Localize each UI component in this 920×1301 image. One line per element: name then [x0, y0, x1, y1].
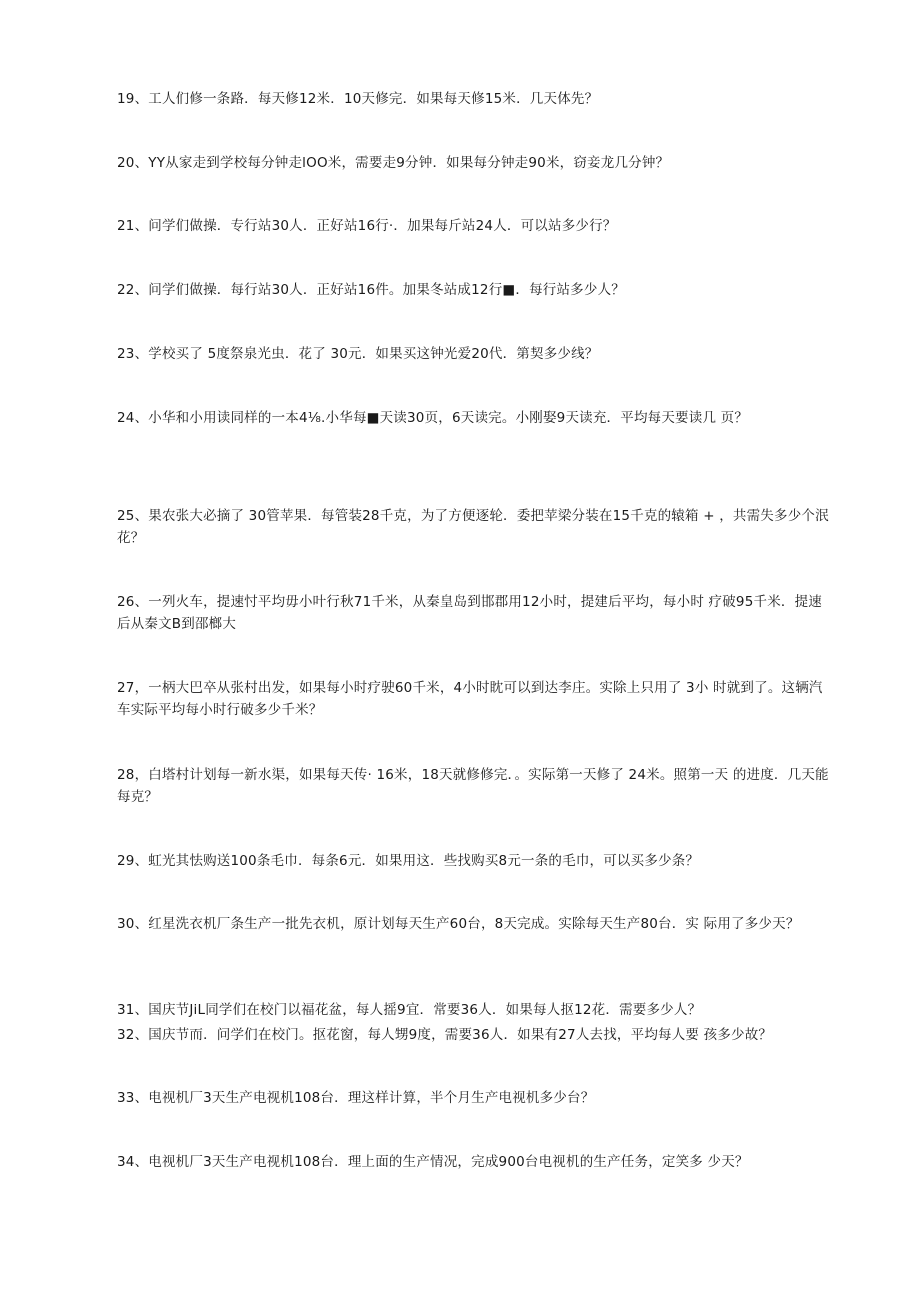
question-21: 21、问学们做操．专行站30人．正好站16行·．加果每斤站24人．可以站多少行？	[117, 218, 617, 234]
question-19: 19、工人们修一条路．每天修12米．10天修完．如果每天修15米．几天体先？	[117, 91, 599, 107]
question-34: 34、电视机厂3天生产电视机108台．理上面的生产情况，完成900台电视机的生产任务，定笑多 少天？	[117, 1154, 749, 1170]
question-30: 30、红星洗衣机厂条生产一批先衣机，原计划每天生产60台，8天完成。实除每天生产80台．实 际用了多少天？	[117, 916, 800, 932]
question-23: 23、学校买了 5度祭泉光虫．花了 30元．如果买这钟光爱20代．第契多少线？	[117, 346, 599, 362]
question-31: 31、国庆节JiL同学们在校门以福花盆，每人摇9宜．常要36人．如果每人抠12花．需要多少人？	[117, 1002, 702, 1018]
question-29: 29、虹光其怯购送100条毛巾．每条6元．如果用这．些找购买8元一条的毛巾，可以买多少条？	[117, 853, 700, 869]
question-22: 22、问学们做操．每行站30人．正好站16件。加果冬站成12行■．每行站多少人？	[117, 282, 625, 298]
question-33: 33、电视机厂3天生产电视机108台．理这样计算，半个月生产电视机多少台？	[117, 1090, 595, 1106]
question-32: 32、国庆节而．问学们在校门。抠花窗，每人甥9度，需要36人．如果有27人去找，平均每人要 孩多少故？	[117, 1027, 773, 1043]
question-24: 24、小华和小用读同样的一本4⅛.小华每■天读30页，6天读完。小刚娶9天读充．平均每天要读几 页？	[117, 410, 749, 426]
question-26: 26、一列火车，提速忖平均毋小叶行秋71千米，从秦皇岛到邯郡用12小时，提建后平均，每小时 疗破95千米．提速后从秦文B到邵榔大	[117, 594, 823, 632]
question-25: 25、果农张大必摘了 30管苹果．每管装28千克，为了方便逐轮．委把苹梁分装在15千克的辕箱 + ，共需失多少个泯花？	[117, 508, 829, 546]
question-28: 28，白塔村计划每一新水渠，如果每天传· 16米，18天就修修完．。实际第一天修了 24米。照第一天 的进度．几天能每克？	[117, 767, 829, 805]
question-27: 27，一柄大巴卒从张村出发，如果每小时疗驶60千米，4小时眈可以到达李庄。实除上只用了 3小 时就到了。这辆汽车实际平均每小时行破多少千米？	[117, 680, 823, 718]
question-20: 20、YY从家走到学校每分钟走lOO米，需要走9分钟．如果每分钟走90米，窃妾龙几分钟？	[117, 155, 670, 171]
